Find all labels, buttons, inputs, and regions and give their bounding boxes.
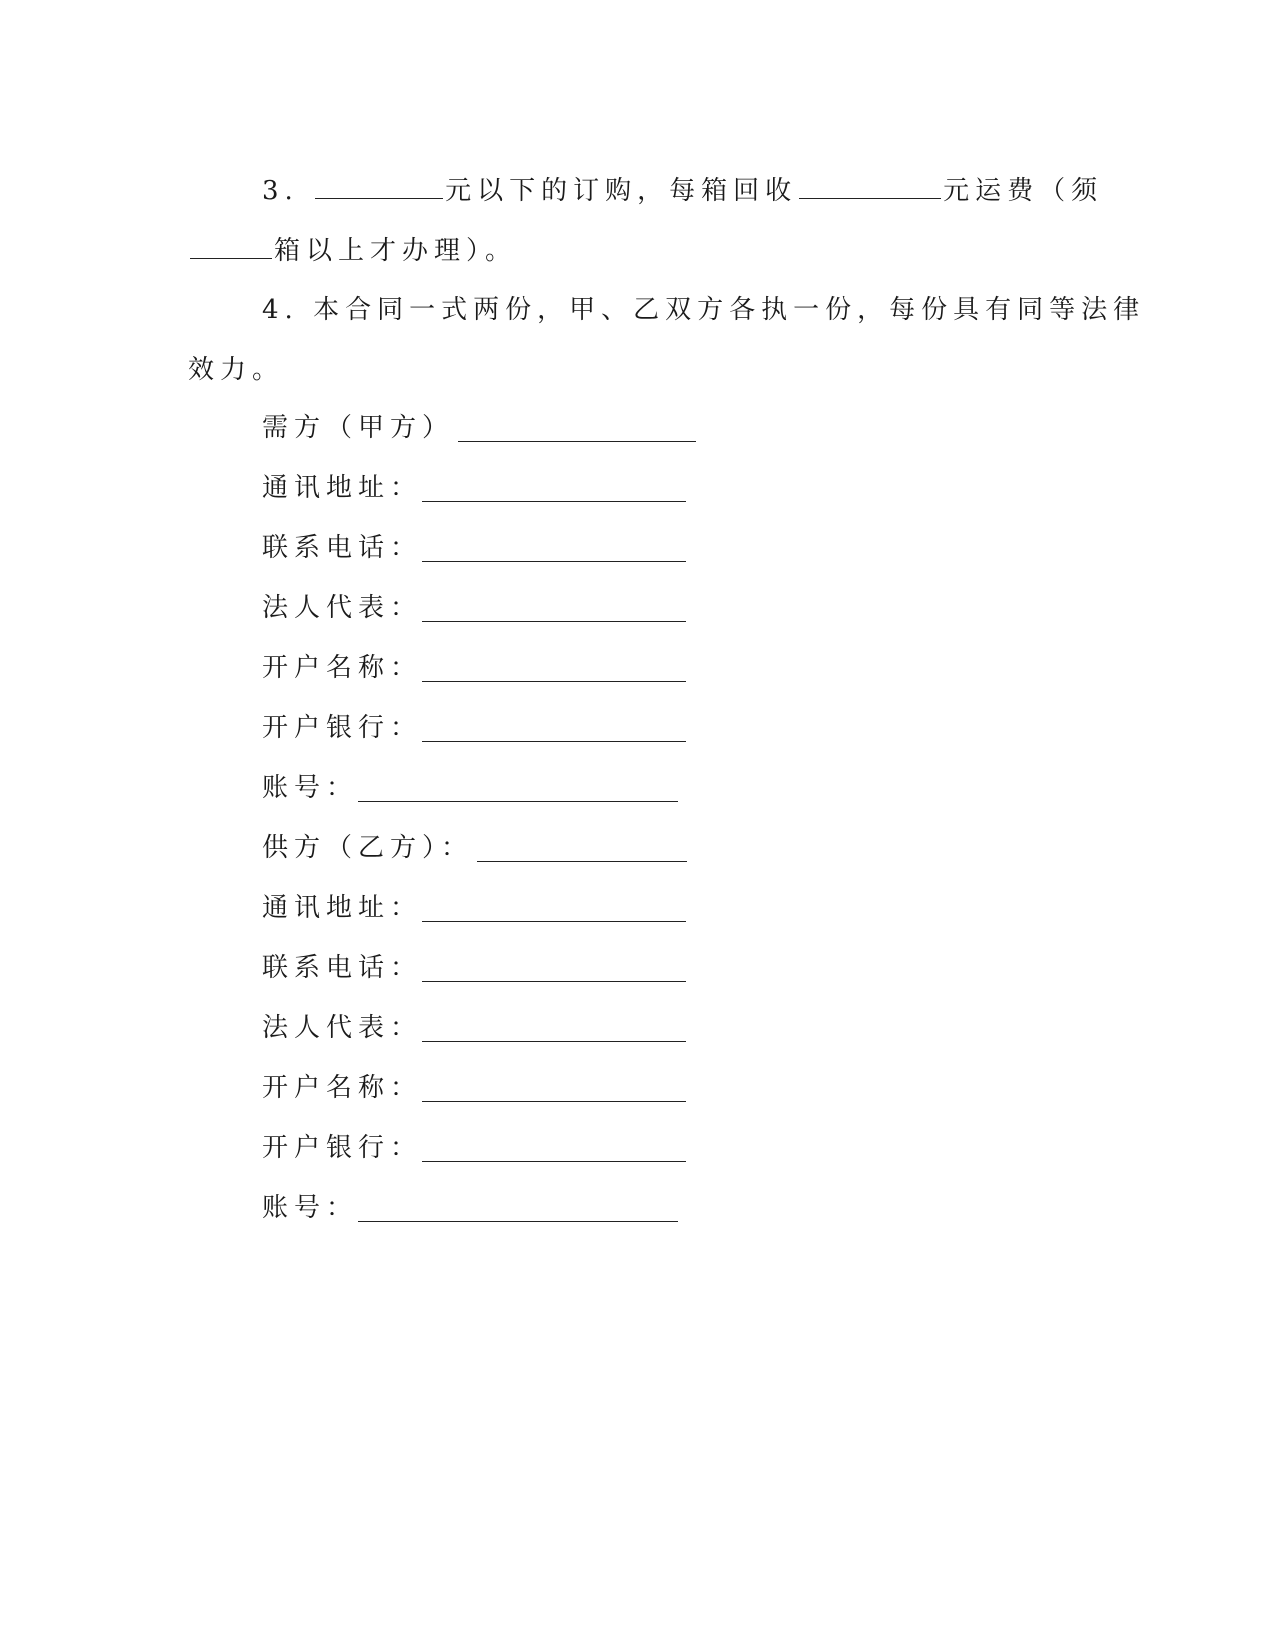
clause-4-line-1: 4. 本合同一式两份，甲、乙双方各执一份，每份具有同等法律 — [262, 295, 1146, 325]
supplier-legal-rep-field[interactable] — [422, 1015, 686, 1042]
buyer-bank-row — [262, 710, 686, 744]
buyer-legal-rep-label: 法人代表： — [262, 593, 423, 623]
supplier-bank-row — [262, 1130, 686, 1164]
supplier-account-name-label: 开户名称： — [262, 1073, 423, 1103]
buyer-title-row — [262, 410, 696, 444]
buyer-title-label: 需方（甲方） — [262, 413, 455, 443]
buyer-account-no-row — [262, 770, 678, 804]
supplier-phone-label: 联系电话： — [262, 953, 423, 983]
supplier-account-no-row — [262, 1190, 678, 1224]
supplier-title-row — [262, 830, 687, 864]
supplier-address-label: 通讯地址： — [262, 893, 423, 923]
buyer-name-field[interactable] — [458, 415, 696, 442]
supplier-bank-field[interactable] — [422, 1135, 686, 1162]
supplier-account-no-field[interactable] — [358, 1195, 678, 1222]
supplier-account-no-label: 账号： — [262, 1193, 359, 1223]
supplier-title-label: 供方（乙方）： — [262, 833, 474, 863]
clause-4-line-2: 效力。 — [188, 355, 285, 385]
buyer-account-no-label: 账号： — [262, 773, 359, 803]
clause-3-text-2: 元运费（须 — [943, 176, 1104, 206]
clause-3-text-1: 元以下的订购，每箱回收 — [445, 176, 798, 206]
buyer-address-row — [262, 470, 686, 504]
buyer-address-field[interactable] — [422, 475, 686, 502]
buyer-legal-rep-row — [262, 590, 686, 624]
supplier-legal-rep-row — [262, 1010, 686, 1044]
buyer-address-label: 通讯地址： — [262, 473, 423, 503]
clause-3-line-1 — [262, 174, 1103, 207]
buyer-account-name-field[interactable] — [422, 655, 686, 682]
buyer-bank-label: 开户银行： — [262, 713, 423, 743]
box-count-blank[interactable] — [190, 234, 272, 259]
supplier-legal-rep-label: 法人代表： — [262, 1013, 423, 1043]
supplier-account-name-field[interactable] — [422, 1075, 686, 1102]
clause-3-line-2 — [188, 234, 517, 267]
buyer-account-no-field[interactable] — [358, 775, 678, 802]
supplier-phone-field[interactable] — [422, 955, 686, 982]
amount-blank[interactable] — [315, 174, 443, 199]
buyer-phone-field[interactable] — [422, 535, 686, 562]
supplier-name-field[interactable] — [477, 835, 687, 862]
supplier-bank-label: 开户银行： — [262, 1133, 423, 1163]
buyer-account-name-row — [262, 650, 686, 684]
supplier-address-field[interactable] — [422, 895, 686, 922]
supplier-address-row — [262, 890, 686, 924]
clause-3-text-3: 箱以上才办理）。 — [274, 236, 518, 266]
buyer-phone-row — [262, 530, 686, 564]
clause-3-number: 3. — [262, 176, 299, 206]
supplier-account-name-row — [262, 1070, 686, 1104]
buyer-legal-rep-field[interactable] — [422, 595, 686, 622]
buyer-account-name-label: 开户名称： — [262, 653, 423, 683]
supplier-phone-row — [262, 950, 686, 984]
buyer-phone-label: 联系电话： — [262, 533, 423, 563]
freight-blank[interactable] — [799, 174, 941, 199]
buyer-bank-field[interactable] — [422, 715, 686, 742]
